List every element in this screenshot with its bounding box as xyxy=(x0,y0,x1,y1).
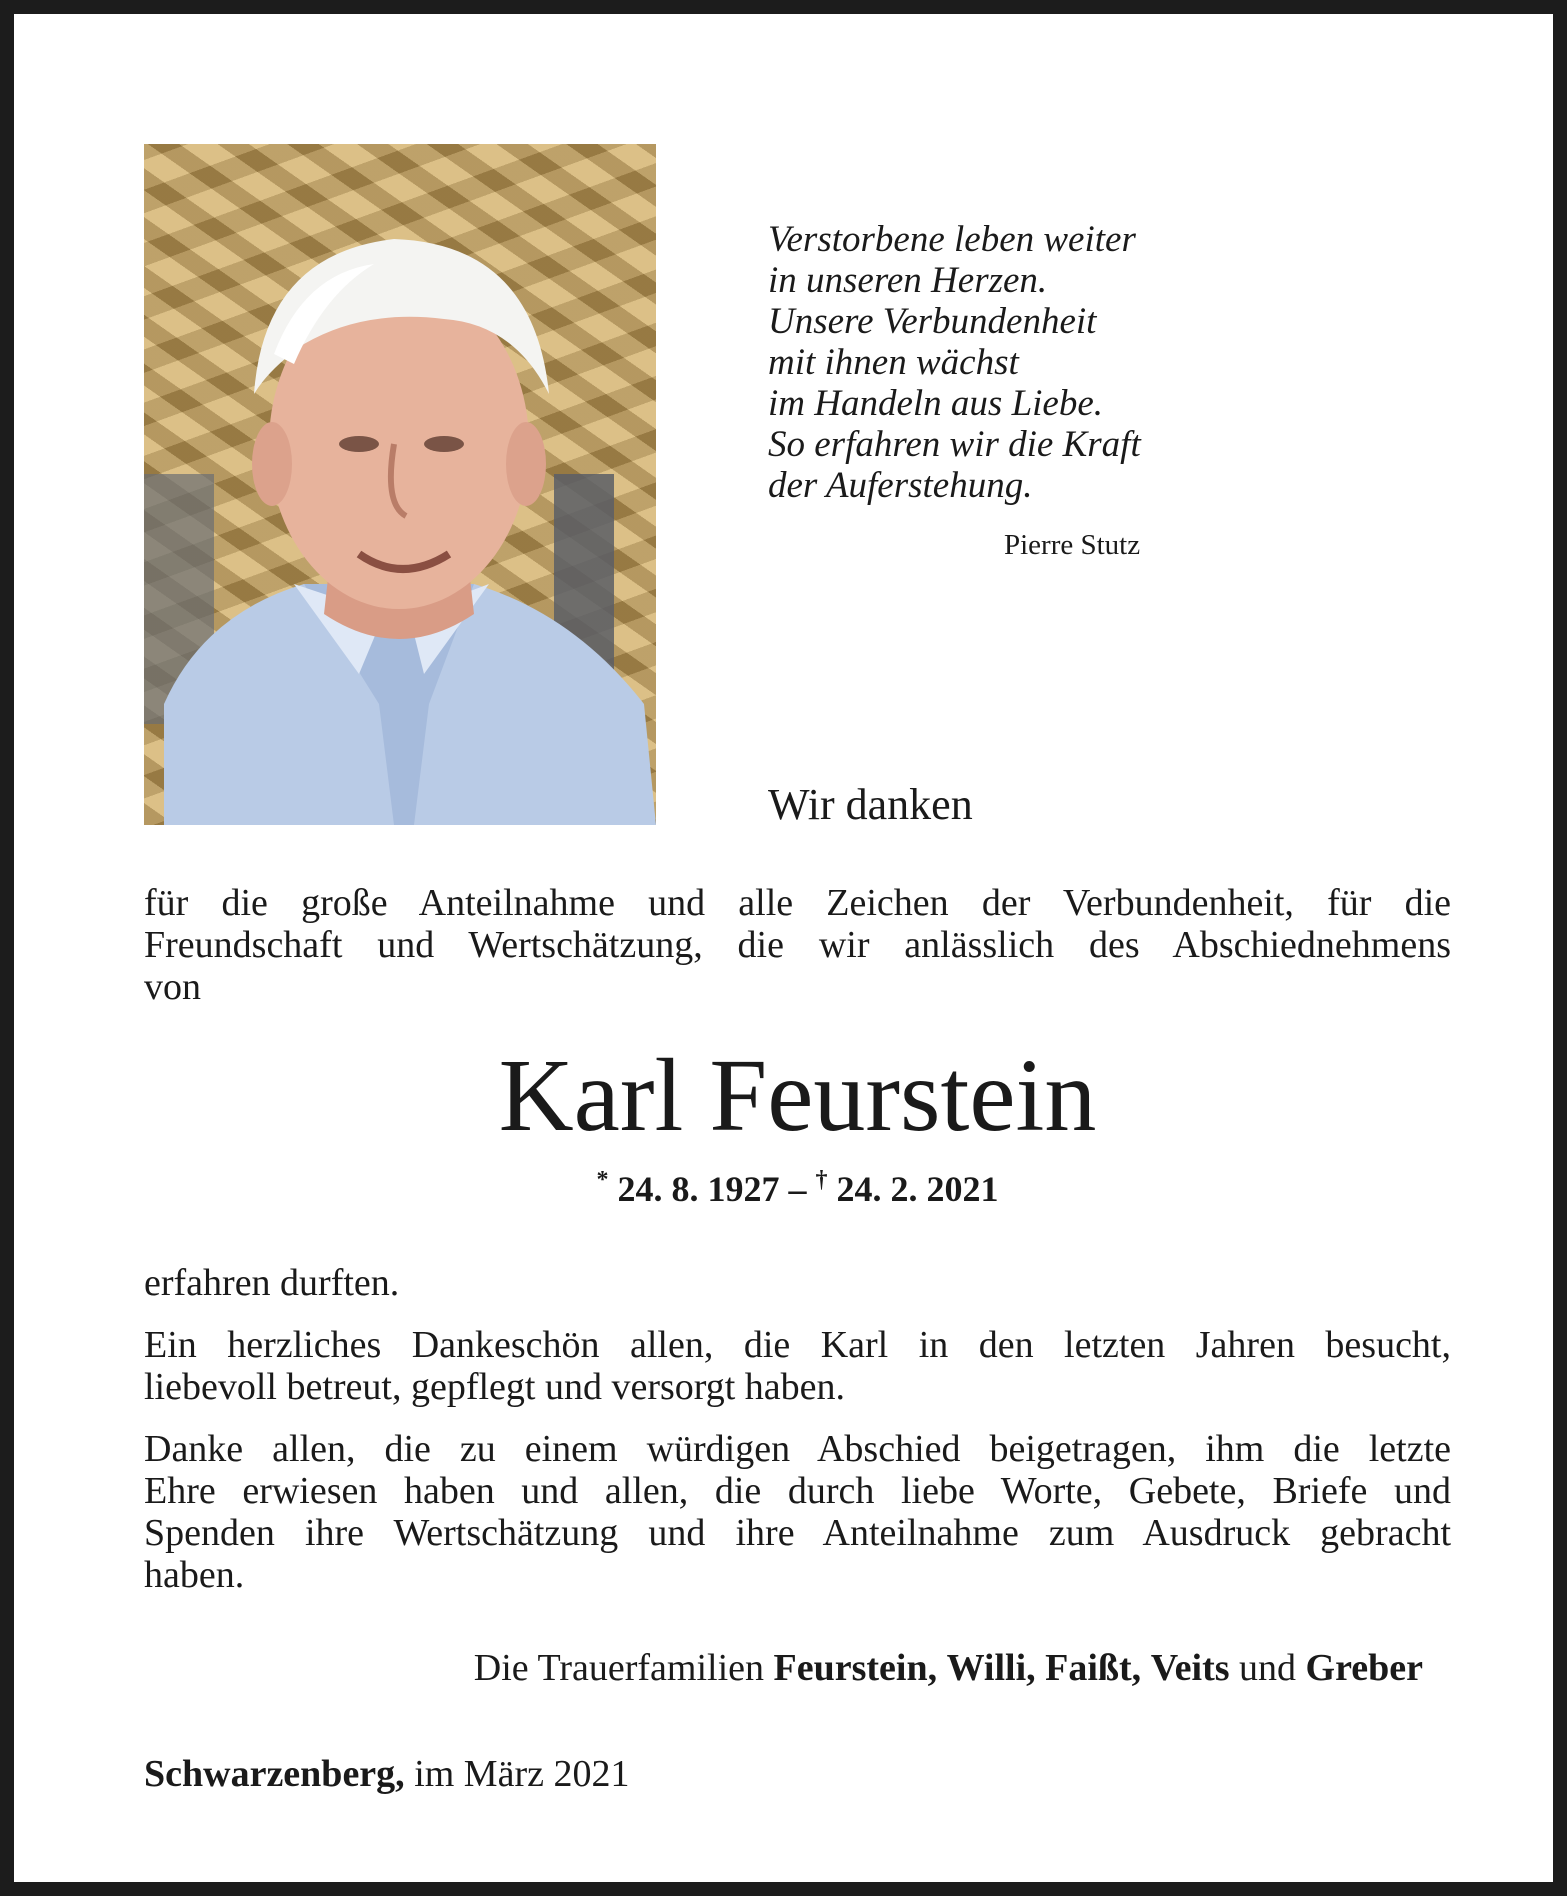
signature-prefix: Die Trauerfamilien xyxy=(473,1647,764,1689)
date-separator: – xyxy=(788,1169,807,1209)
birth-date: 24. 8. 1927 xyxy=(617,1169,780,1209)
poem-line: im Handeln aus Liebe. xyxy=(768,383,1104,424)
death-date: 24. 2. 2021 xyxy=(836,1169,999,1209)
paragraph-line: Ehre erwiesen haben und allen, die durch liebe Worte, Gebete, Briefe und xyxy=(144,1470,1451,1512)
poem xyxy=(768,219,1228,506)
family-name: Veits xyxy=(1150,1647,1230,1689)
care-thanks-paragraph xyxy=(144,1324,1451,1408)
farewell-thanks-paragraph xyxy=(144,1428,1451,1596)
paragraph-line: Spenden ihre Wertschätzung und ihre Anteilnahme zum Ausdruck gebracht xyxy=(144,1512,1451,1554)
place-name: Schwarzenberg, xyxy=(144,1753,405,1795)
deceased-name: Karl Feurstein xyxy=(498,1038,1097,1153)
date-text: im März 2021 xyxy=(414,1753,630,1795)
poem-line: Unsere Verbundenheit xyxy=(768,301,1097,342)
paragraph-line: liebevoll betreut, gepflegt und versorgt haben. xyxy=(144,1366,846,1408)
paragraph-line: Ein herzliches Dankeschön allen, die Karl in den letzten Jahren besucht, xyxy=(144,1324,1451,1366)
poem-line: mit ihnen wächst xyxy=(768,342,1019,383)
paragraph-line: Danke allen, die zu einem würdigen Abschied beigetragen, ihm die letzte xyxy=(144,1428,1451,1470)
poem-line: Verstorbene leben weiter xyxy=(768,219,1136,260)
paragraph-line: haben. xyxy=(144,1554,245,1596)
family-name: Willi, xyxy=(946,1647,1036,1689)
family-name: Feurstein, xyxy=(773,1647,938,1689)
family-name: Greber xyxy=(1305,1647,1423,1689)
portrait-photo xyxy=(144,144,656,825)
life-dates xyxy=(14,1167,1567,1210)
thanks-paragraph xyxy=(144,882,1451,1008)
poem-line: der Auferstehung. xyxy=(768,465,1033,506)
birth-symbol: * xyxy=(596,1167,609,1193)
family-signature xyxy=(474,1646,1423,1690)
experienced-paragraph xyxy=(144,1262,1451,1304)
death-symbol: † xyxy=(815,1167,828,1193)
paragraph-line: von xyxy=(144,966,201,1008)
signature-conjunction: und xyxy=(1239,1647,1297,1689)
poem-line: So erfahren wir die Kraft xyxy=(768,424,1141,465)
place-date xyxy=(144,1752,629,1796)
paragraph-line: Freundschaft und Wertschätzung, die wir anlässlich des Abschiednehmens xyxy=(144,924,1451,966)
portrait-illustration xyxy=(144,144,656,825)
poem-line: in unseren Herzen. xyxy=(768,260,1048,301)
paragraph-line: für die große Anteilnahme und alle Zeichen der Verbundenheit, für die xyxy=(144,882,1451,924)
thanks-heading: Wir danken xyxy=(768,780,973,829)
paragraph-line: erfahren durften. xyxy=(144,1262,400,1304)
poem-author: Pierre Stutz xyxy=(1004,529,1141,561)
family-name: Faißt, xyxy=(1045,1647,1142,1689)
